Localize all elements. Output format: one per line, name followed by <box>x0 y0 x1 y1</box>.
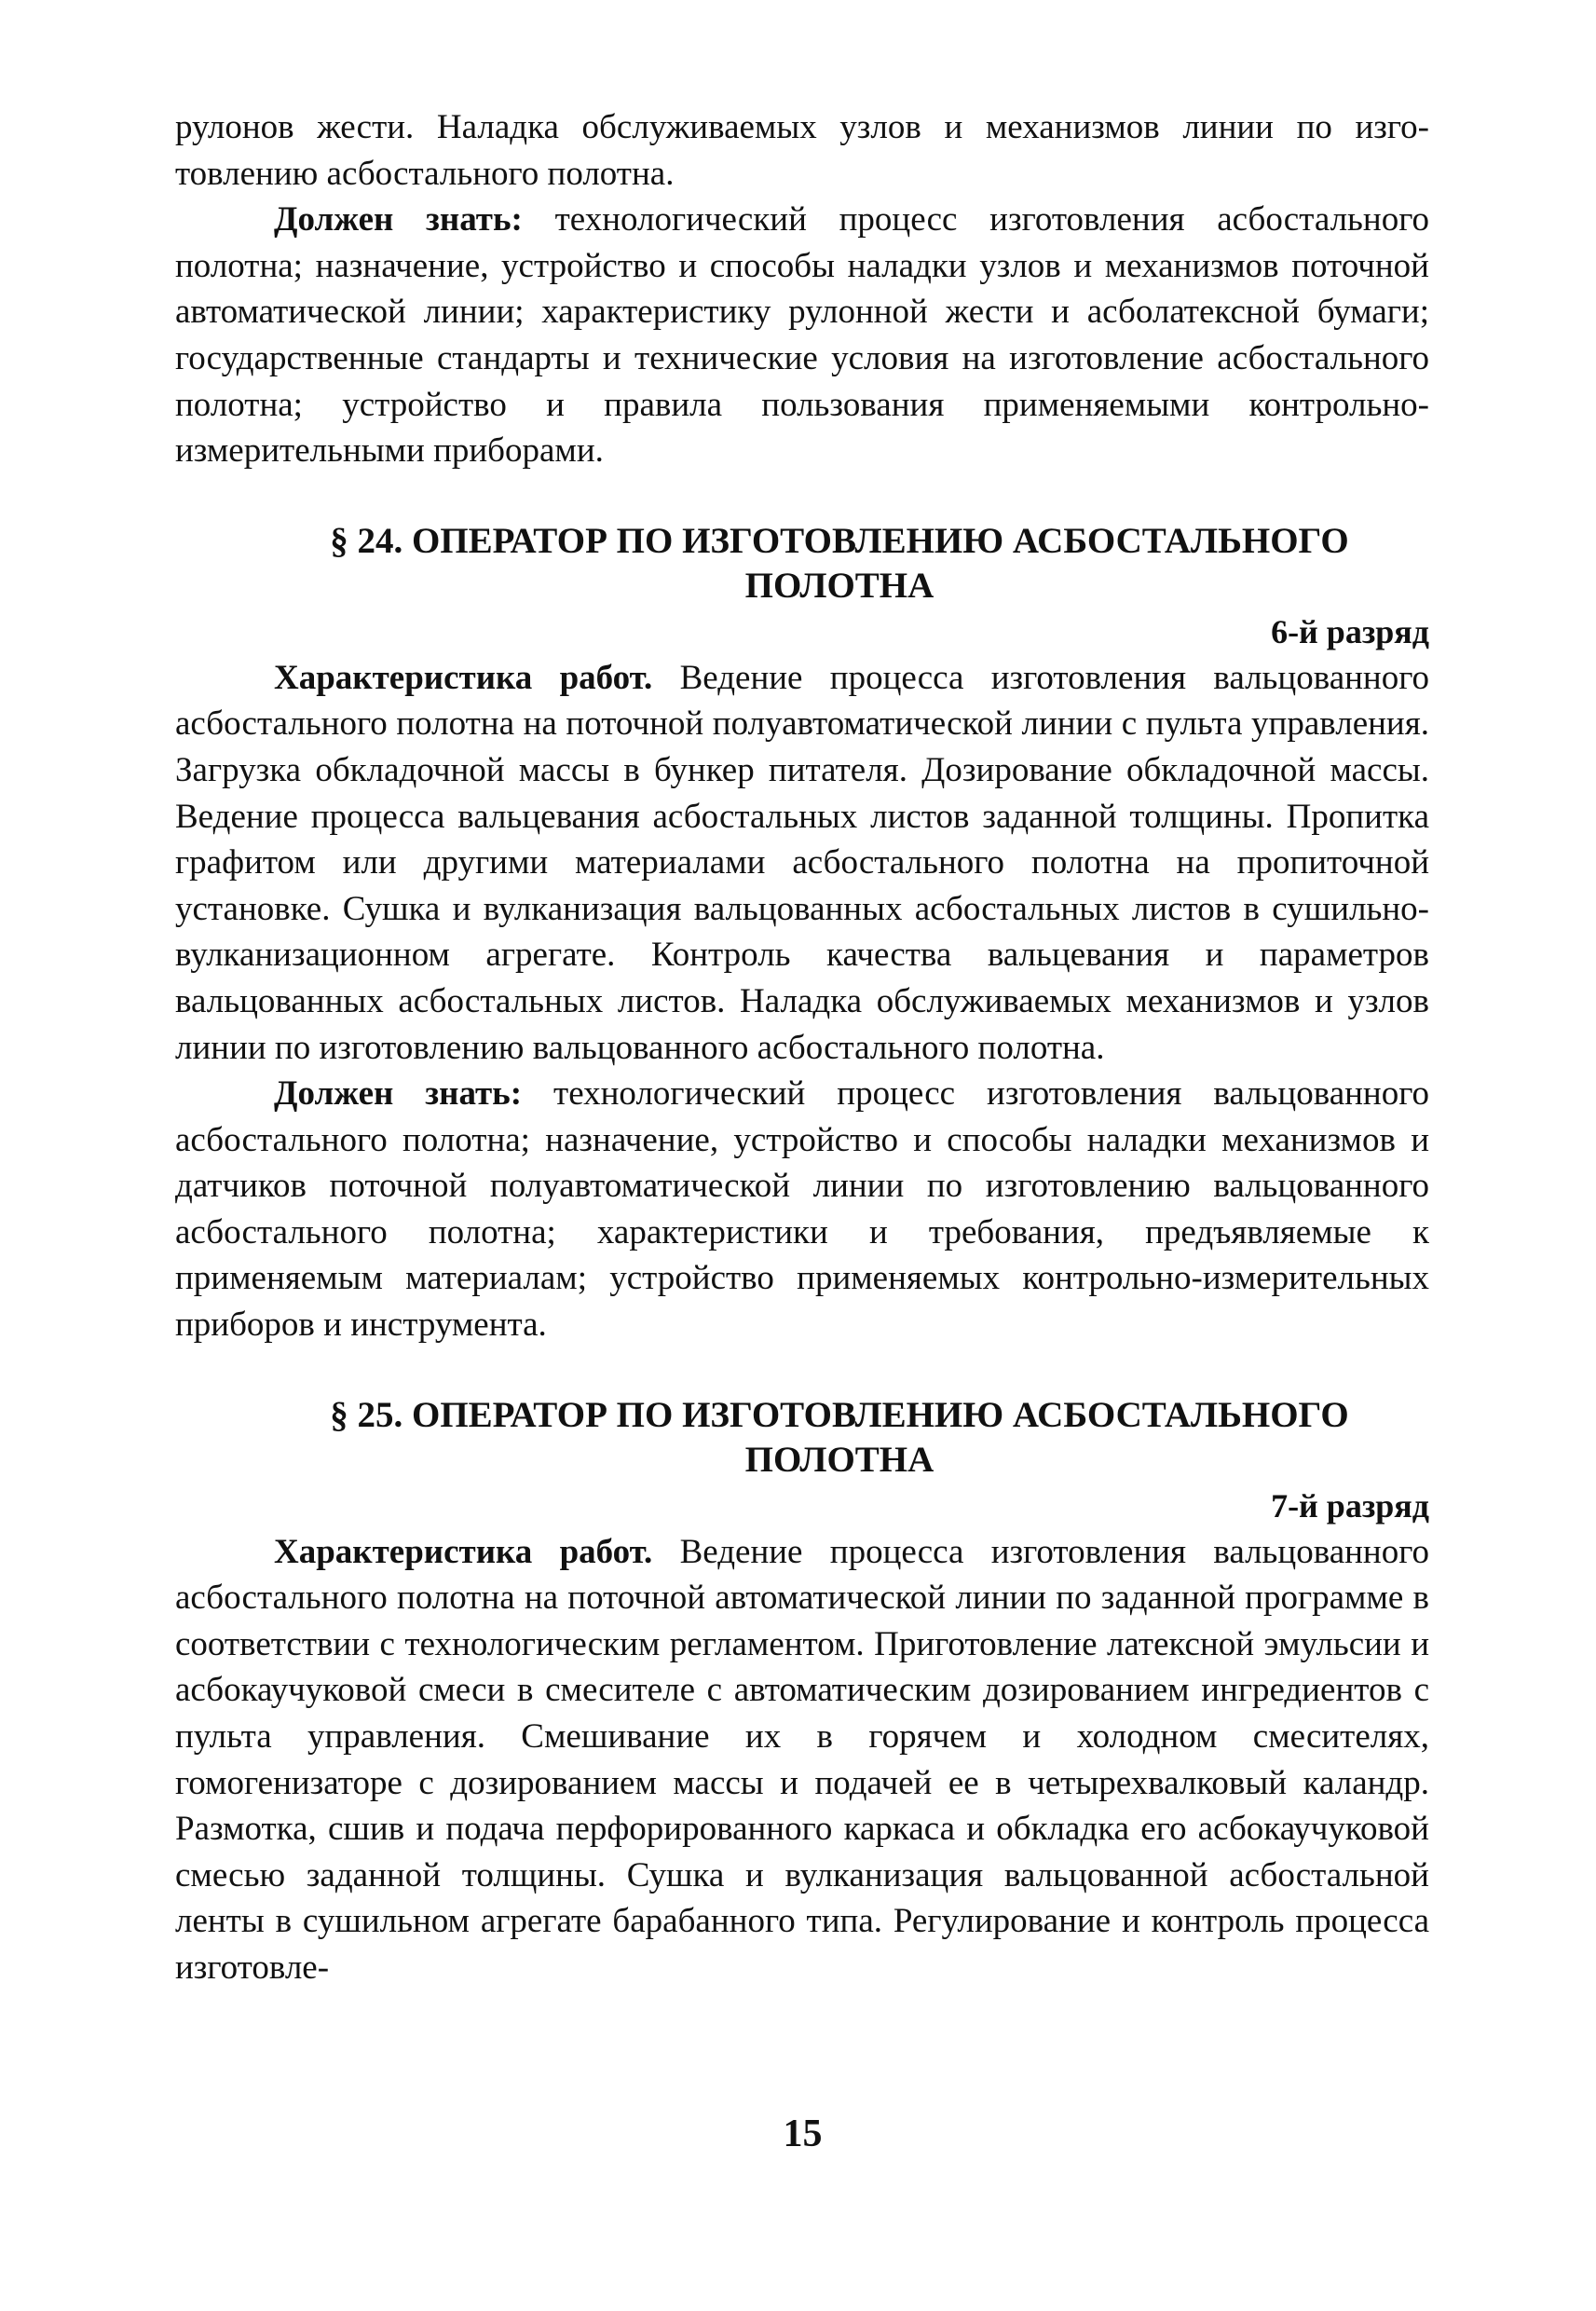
section25-work-paragraph <box>175 1529 1429 1991</box>
section24-heading <box>175 519 1429 609</box>
section23-knowledge-lead: Должен знать: <box>274 200 523 239</box>
section25-heading-line1: § 25. ОПЕРАТОР ПО ИЗГОТОВЛЕНИЮ АСБОСТАЛЬНОГО <box>330 1394 1349 1435</box>
section24-work-text: Ведение процесса изготовления вальцованного асбостального полотна на поточной полуавтоматической линии с пульта управления. Загрузка обкладочной массы в бункер питателя. Дозирование обкладочной массы. Ведение процесса вальцевания асбостальных листов заданной толщины. Пропитка графитом или другими материалами асбостального полотна на пропиточной установке. Сушка и вулканизация вальцованных асбостальных листов в сушильно-вулканизационном агрегате. Контроль качества вальцевания и параметров вальцованных асбостальных листов. Наладка обслуживаемых механизмов и узлов линии по изготовлению вальцованного асбостального полотна. <box>175 658 1429 1067</box>
section24-knowledge-text: технологический процесс изготовления вальцованного асбостального полотна; назначение, устройство и способы наладки механизмов и датчиков поточной полуавтоматической линии по изготовлению вальцованного асбостального полотна; характеристики и требования, предъявляемые к применяемым материалам; устройство применяемых контрольно-измерительных приборов и инструмента. <box>175 1074 1429 1345</box>
section25-work-lead: Характеристика работ. <box>274 1532 653 1571</box>
section25-heading-line2: ПОЛОТНА <box>744 1439 934 1480</box>
section24-knowledge-paragraph <box>175 1071 1429 1348</box>
section24-knowledge-lead: Должен знать: <box>274 1074 523 1114</box>
section25-heading <box>175 1393 1429 1483</box>
section23-continuation <box>175 104 1429 197</box>
section23-knowledge-paragraph <box>175 197 1429 474</box>
section25-work-text: Ведение процесса изготовления вальцованного асбостального полотна на поточной автоматической линии по заданной программе в соответствии с технологическим регламентом. Приготовление латексной эмульсии и асбокаучуковой смеси в смесителе с автоматическим дозированием ингредиентов с пульта управления. Смешивание их в горячем и холодном смесителях, гомогенизаторе с дозированием массы и подачей ее в четырехвалковый каландр. Размотка, сшив и подача перфорированного каркаса и обкладка его асбокаучуковой смесью заданной толщины. Сушка и вулканизация вальцованной асбостальной ленты в сушильном агрегате барабанного типа. Регулирование и контроль процесса изготовле- <box>175 1532 1429 1987</box>
section25-grade: 7-й разряд <box>1271 1486 1429 1525</box>
section24-heading-line1: § 24. ОПЕРАТОР ПО ИЗГОТОВЛЕНИЮ АСБОСТАЛЬНОГО <box>330 520 1349 561</box>
spacer <box>175 1348 1429 1393</box>
spacer <box>175 474 1429 519</box>
section24-work-lead: Характеристика работ. <box>274 658 653 697</box>
page-number: 15 <box>783 2113 823 2155</box>
section23-knowledge-text: технологический процесс изготовления асбостального полотна; назначение, устройство и способы наладки узлов и механизмов поточной автоматической линии; характеристику рулонной жести и асболатексной бумаги; государственные стандарты и технические условия на изготовление асбостального полотна; устройство и правила пользования применяемыми контрольно-измерительными приборами. <box>175 200 1429 471</box>
page-content <box>175 104 1429 1991</box>
section23-continuation-text: рулонов жести. Наладка обслуживаемых узлов и механизмов линии по изготовлению асбостального полотна. <box>175 108 1429 193</box>
section24-grade: 6-й разряд <box>1271 612 1429 650</box>
section24-heading-line2: ПОЛОТНА <box>744 565 934 606</box>
section24-work-paragraph <box>175 655 1429 1071</box>
